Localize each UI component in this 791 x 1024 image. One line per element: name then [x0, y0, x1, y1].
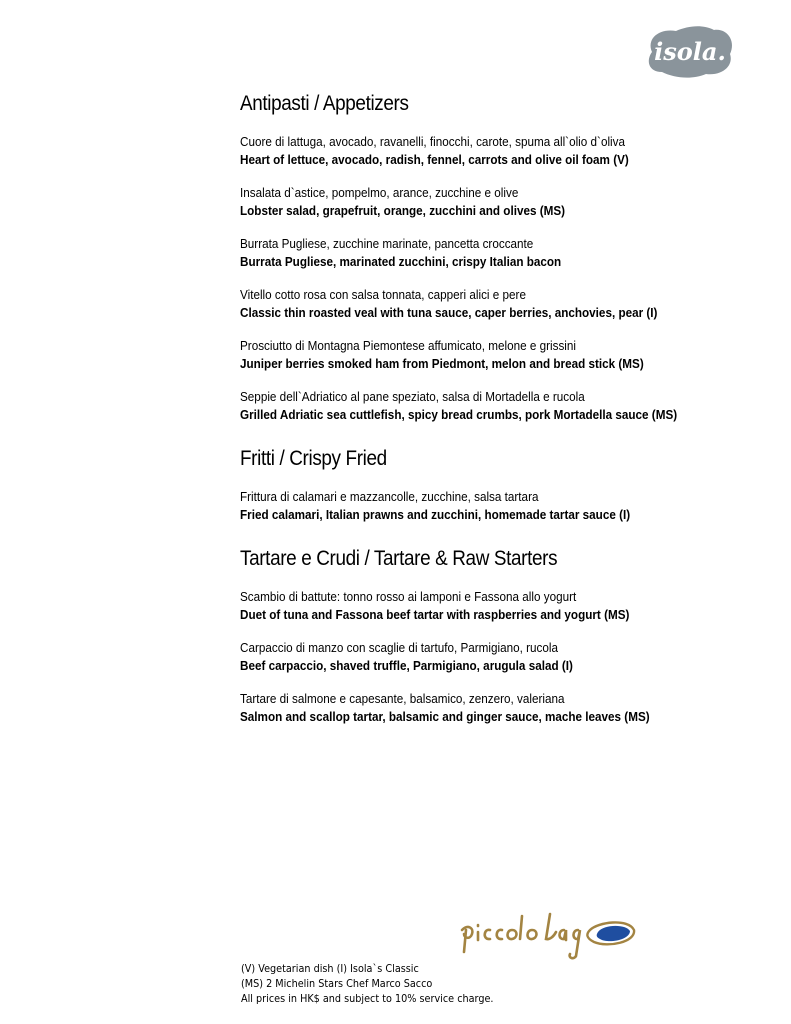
footer-prices: All prices in HK$ and subject to 10% service charge.: [241, 993, 494, 1005]
footer-chef: (MS) 2 Michelin Stars Chef Marco Sacco: [241, 978, 433, 990]
menu: [240, 92, 760, 741]
section-fritti: [240, 447, 760, 524]
dish: [240, 588, 760, 624]
dish-english: Heart of lettuce, avocado, radish, fennel, carrots and olive oil foam (V): [240, 152, 629, 167]
footer-notes: [241, 962, 515, 1007]
section-title: Fritti / Crispy Fried: [240, 447, 387, 470]
dish-english: Fried calamari, Italian prawns and zucchini, homemade tartar sauce (I): [240, 507, 631, 522]
dish: [240, 388, 760, 424]
dish-italian: Cuore di lattuga, avocado, ravanelli, finocchi, carote, spuma all`olio d`oliva: [240, 134, 626, 149]
section-title: Tartare e Crudi / Tartare & Raw Starters: [240, 547, 558, 570]
dish-italian: Burrata Pugliese, zucchine marinate, pancetta croccante: [240, 236, 534, 251]
dish-english: Salmon and scallop tartar, balsamic and ginger sauce, mache leaves (MS): [240, 709, 650, 724]
footer-legend: (V) Vegetarian dish (I) Isola`s Classic: [241, 963, 419, 975]
dish-english: Classic thin roasted veal with tuna sauce, caper berries, anchovies, pear (I): [240, 305, 658, 320]
dish: [240, 184, 760, 220]
dish-italian: Frittura di calamari e mazzancolle, zucchine, salsa tartara: [240, 489, 539, 504]
dish-italian: Carpaccio di manzo con scaglie di tartufo, Parmigiano, rucola: [240, 640, 559, 655]
dish: [240, 337, 760, 373]
dish: [240, 235, 760, 271]
dish-english: Duet of tuna and Fassona beef tartar with raspberries and yogurt (MS): [240, 607, 630, 622]
dish: [240, 690, 760, 726]
piccolo-logo-text: piccolo lag: [458, 908, 463, 909]
isola-logo: [644, 22, 736, 80]
dish-english: Juniper berries smoked ham from Piedmont, melon and bread stick (MS): [240, 356, 644, 371]
dish: [240, 133, 760, 169]
dish-italian: Tartare di salmone e capesante, balsamico, zenzero, valeriana: [240, 691, 565, 706]
piccolo-lago-logo: [458, 908, 636, 964]
section-antipasti: [240, 92, 760, 424]
dish: [240, 639, 760, 675]
dish-english: Beef carpaccio, shaved truffle, Parmigiano, arugula salad (I): [240, 658, 573, 673]
dish-italian: Seppie dell`Adriatico al pane speziato, salsa di Mortadella e rucola: [240, 389, 585, 404]
dish-english: Grilled Adriatic sea cuttlefish, spicy bread crumbs, pork Mortadella sauce (MS): [240, 407, 678, 422]
dish-italian: Vitello cotto rosa con salsa tonnata, capperi alici e pere: [240, 287, 526, 302]
dish-italian: Scambio di battute: tonno rosso ai lamponi e Fassona allo yogurt: [240, 589, 577, 604]
dish-italian: Prosciutto di Montagna Piemontese affumicato, melone e grissini: [240, 338, 577, 353]
dish: [240, 488, 760, 524]
dish: [240, 286, 760, 322]
isola-logo-text: isola.: [654, 37, 726, 66]
dish-english: Lobster salad, grapefruit, orange, zucchini and olives (MS): [240, 203, 566, 218]
dish-english: Burrata Pugliese, marinated zucchini, crispy Italian bacon: [240, 254, 562, 269]
section-tartare: [240, 547, 760, 726]
section-title: Antipasti / Appetizers: [240, 92, 409, 115]
dish-italian: Insalata d`astice, pompelmo, arance, zucchine e olive: [240, 185, 519, 200]
